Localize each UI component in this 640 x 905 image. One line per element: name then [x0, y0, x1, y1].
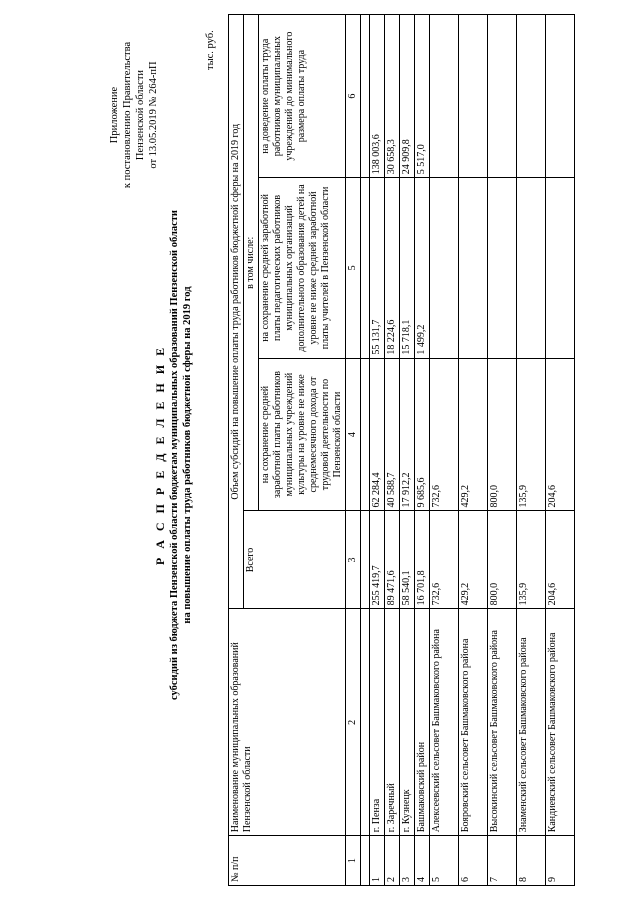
appendix-line: к постановлению Правительства — [122, 41, 133, 189]
table-cell-total: 732,6 — [430, 511, 459, 609]
table-cell-n: 8 — [517, 836, 546, 886]
table-row — [488, 15, 517, 886]
table-cell-n: 1 — [370, 836, 385, 886]
table-cell-c6 — [459, 15, 488, 178]
column-number: 6 — [346, 15, 361, 178]
table-row — [370, 15, 385, 886]
table-cell-c6: 30 658,3 — [385, 15, 400, 178]
table-cell-name: Алексеевский сельсовет Башмаковского района — [430, 609, 459, 836]
table-cell-total: 135,9 — [517, 511, 546, 609]
column-number: 5 — [346, 178, 361, 358]
header-name: Наименование муниципальных образований Пензенской области — [229, 609, 346, 836]
table-cell-n: 2 — [385, 836, 400, 886]
table-cell-n: 7 — [488, 836, 517, 886]
column-number: 4 — [346, 358, 361, 511]
units-label: тыс. руб. — [205, 30, 216, 70]
table-cell-c4: 135,9 — [517, 358, 546, 511]
header-volume: Объем субсидий на повышение оплаты труда работников бюджетной сферы на 2019 год — [229, 15, 244, 609]
column-number: 2 — [346, 609, 361, 836]
table-cell-c4: 9 685,6 — [415, 358, 430, 511]
table-row — [517, 15, 546, 886]
table-cell-c6 — [517, 15, 546, 178]
table-row — [415, 15, 430, 886]
table-cell-n: 5 — [430, 836, 459, 886]
table-cell-c4: 429,2 — [459, 358, 488, 511]
column-number-row — [346, 15, 361, 886]
table-row — [546, 15, 575, 886]
table-cell-c5 — [546, 178, 575, 358]
header-col4: на сохранение средней заработной платы работников муниципальных учреждений культуры на уровне не ниже среднемесячного дохода от трудовой деятельности по Пензенской области — [259, 358, 346, 511]
header-total: Всего — [244, 511, 346, 609]
spacer-row — [361, 15, 370, 886]
table-cell-c5 — [488, 178, 517, 358]
table-row — [400, 15, 415, 886]
header-col6: на доведение оплаты труда работников муниципальных учреждений до минимального размера оплаты труда — [259, 15, 346, 178]
header-row — [229, 15, 244, 886]
appendix-line: Приложение — [109, 86, 120, 144]
table-cell-c4: 800,0 — [488, 358, 517, 511]
table-cell-n: 4 — [415, 836, 430, 886]
table-cell-c4: 204,6 — [546, 358, 575, 511]
table-cell-c6: 24 909,8 — [400, 15, 415, 178]
table-cell-name: г. Пенза — [370, 609, 385, 836]
table-cell-name: Кандиевский сельсовет Башмаковского района — [546, 609, 575, 836]
table-cell-name: Башмаковский район — [415, 609, 430, 836]
title-heading: Р А С П Р Е Д Е Л Е Н И Е — [153, 344, 167, 566]
table-cell-c4: 62 284,4 — [370, 358, 385, 511]
table-cell-c6: 138 003,6 — [370, 15, 385, 178]
table-cell-total: 16 701,8 — [415, 511, 430, 609]
table-cell-name: Бояровский сельсовет Башмаковского района — [459, 609, 488, 836]
table-cell-total: 800,0 — [488, 511, 517, 609]
distribution-table — [228, 14, 575, 886]
table-cell-c4: 40 588,7 — [385, 358, 400, 511]
table-cell-n: 6 — [459, 836, 488, 886]
document-title — [152, 135, 194, 775]
title-subheading: на повышение оплаты труда работников бюджетной сферы на 2019 год — [182, 286, 193, 624]
column-number: 1 — [346, 836, 361, 886]
table-body — [370, 15, 575, 886]
table-cell-name: г. Кузнецк — [400, 609, 415, 836]
appendix-line: от 13.05.2019 № 264-пП — [148, 61, 159, 169]
table-cell-total: 429,2 — [459, 511, 488, 609]
table-cell-c6: 5 517,0 — [415, 15, 430, 178]
table-cell-name: Знаменский сельсовет Башмаковского района — [517, 609, 546, 836]
table-cell-c5: 55 131,7 — [370, 178, 385, 358]
table-cell-total: 255 419,7 — [370, 511, 385, 609]
header-incl: в том числе: — [244, 15, 259, 512]
table-row — [430, 15, 459, 886]
table-cell-c6 — [430, 15, 459, 178]
table-cell-c5 — [459, 178, 488, 358]
table-cell-c5: 18 224,6 — [385, 178, 400, 358]
table-cell-c5 — [430, 178, 459, 358]
table-cell-n: 3 — [400, 836, 415, 886]
table-row — [459, 15, 488, 886]
table-row — [385, 15, 400, 886]
table-cell-c5: 15 718,1 — [400, 178, 415, 358]
table-cell-c6 — [546, 15, 575, 178]
table-cell-c5: 1 499,2 — [415, 178, 430, 358]
table-cell-total: 204,6 — [546, 511, 575, 609]
table-cell-n: 9 — [546, 836, 575, 886]
table-cell-total: 89 471,6 — [385, 511, 400, 609]
table-cell-name: г. Заречный — [385, 609, 400, 836]
table-cell-c4: 732,6 — [430, 358, 459, 511]
table-cell-c4: 17 912,2 — [400, 358, 415, 511]
table-cell-total: 58 540,1 — [400, 511, 415, 609]
table-cell-c5 — [517, 178, 546, 358]
header-num: № п/п — [229, 836, 346, 886]
appendix-line: Пензенской области — [135, 69, 146, 161]
table-cell-c6 — [488, 15, 517, 178]
header-col5: на сохранение средней заработной платы педагогических работников муниципальных организаций дополнительного образования детей на уровне не ниже средней заработной платы учителей в Пензенской области — [259, 178, 346, 358]
title-subheading: субсидий из бюджета Пензенской области бюджетам муниципальных образований Пензенской области — [169, 210, 180, 700]
column-number: 3 — [346, 511, 361, 609]
table-cell-name: Высокинский сельсовет Башмаковского района — [488, 609, 517, 836]
